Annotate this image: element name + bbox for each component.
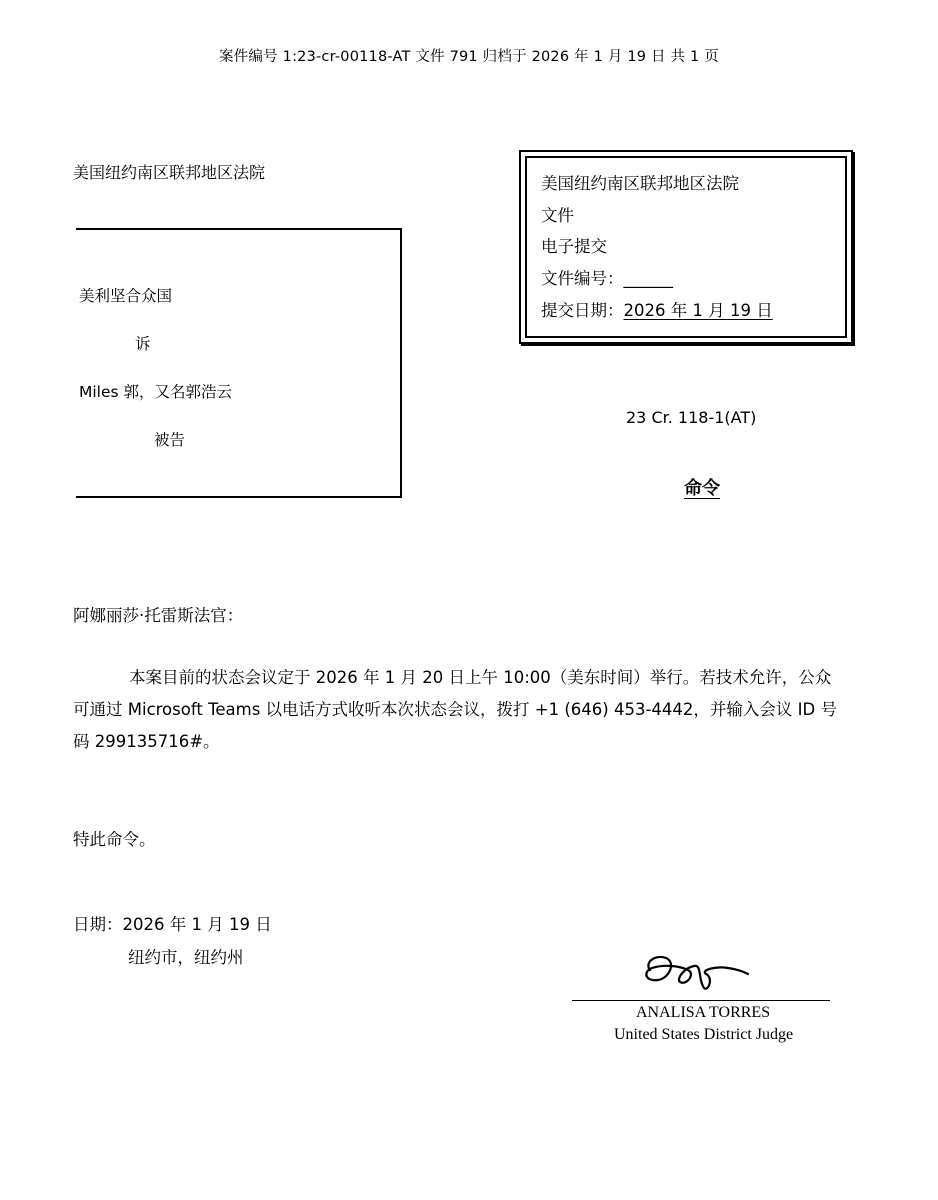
defendant-name: Miles 郭，又名郭浩云: [79, 383, 233, 401]
signature-scribble: [636, 948, 756, 994]
ecf-header: 案件编号 1:23-cr-00118-AT 文件 791 归档于 2026 年 1 月 19 日 共 1 页: [219, 49, 719, 65]
versus-label: 诉: [135, 335, 151, 353]
stamp-document-label: 文件: [541, 206, 574, 225]
salutation: 阿娜丽莎·托雷斯法官：: [73, 606, 244, 625]
filing-stamp: [519, 150, 853, 344]
defendant-role: 被告: [154, 431, 186, 449]
judge-title: United States District Judge: [614, 1026, 794, 1043]
judge-name: ANALISA TORRES: [636, 1004, 771, 1021]
stamp-filed-date-row: [541, 297, 773, 321]
order-paragraph: 本案目前的状态会议定于 2026 年 1 月 20 日上午 10:00（美东时间）举行。若技术允许，公众可通过 Microsoft Teams 以电话方式收听本次状态会议，拨打 +1 (646) 453-4442，并输入会议 ID 号码 299135716#。: [73, 668, 837, 751]
stamp-filed-label: 提交日期：: [541, 301, 624, 320]
dated-place: 纽约市，纽约州: [128, 948, 244, 967]
stamp-filed-date: 2026 年 1 月 19 日: [623, 301, 773, 320]
case-caption-box: [76, 228, 402, 498]
plaintiff-name: 美利坚合众国: [79, 287, 173, 305]
so-ordered: 特此命令。: [73, 830, 156, 849]
signature-line: [572, 1000, 830, 1001]
dated-line: 日期：2026 年 1 月 19 日: [73, 915, 272, 934]
stamp-court: 美国纽约南区联邦地区法院: [541, 174, 739, 193]
filing-stamp-inner-border: [525, 156, 847, 338]
stamp-doc-number-blank: ______: [623, 269, 673, 288]
stamp-filing-type: 电子提交: [541, 237, 607, 256]
stamp-doc-number-label: 文件编号：: [541, 269, 624, 288]
judge-signature: [636, 948, 756, 994]
stamp-doc-number: [541, 265, 673, 289]
case-number: 23 Cr. 118-1(AT): [626, 408, 757, 427]
court-name: 美国纽约南区联邦地区法院: [73, 163, 266, 182]
document-title: 命令: [684, 478, 720, 499]
